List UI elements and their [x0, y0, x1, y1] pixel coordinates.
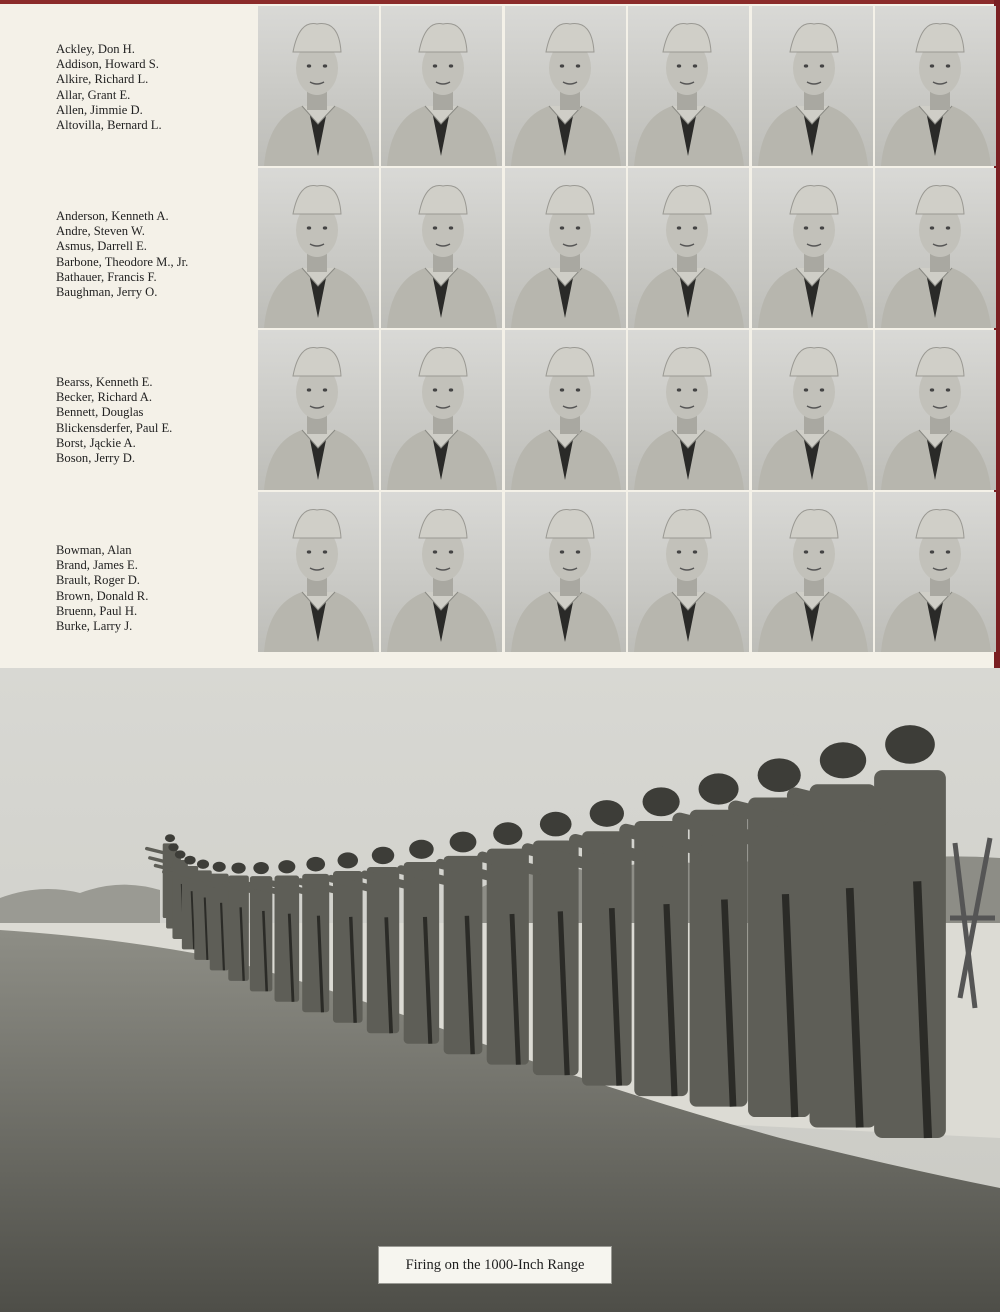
- name-list-row-1: [56, 42, 246, 133]
- roster-name: Altovilla, Bernard L.: [56, 118, 162, 133]
- name-list-row-2: [56, 209, 246, 300]
- portrait-photo: [258, 492, 379, 652]
- portrait-photo: [258, 168, 379, 328]
- name-list-row-4: [56, 543, 246, 634]
- soldier-portrait-icon: [505, 492, 626, 652]
- soldier-portrait-icon: [381, 492, 502, 652]
- soldier-portrait-icon: [381, 6, 502, 166]
- roster-name: Bathauer, Francis F.: [56, 269, 157, 284]
- portrait-photo: [875, 492, 996, 652]
- portrait-photo: [505, 330, 626, 490]
- roster-name: Addison, Howard S.: [56, 57, 159, 72]
- group-photo: [0, 668, 1000, 1312]
- portrait-photo: [628, 330, 749, 490]
- portrait-photo: [505, 168, 626, 328]
- roster-name: Ackley, Don H.: [56, 42, 135, 56]
- portrait-photo: [875, 168, 996, 328]
- soldier-portrait-icon: [381, 330, 502, 490]
- soldier-portrait-icon: [628, 168, 749, 328]
- roster-name: Brown, Donald R.: [56, 588, 149, 603]
- portrait-photo: [258, 6, 379, 166]
- soldier-portrait-icon: [258, 330, 379, 490]
- portrait-photo: [752, 492, 873, 652]
- roster-name: Barbone, Theodore M., Jr.: [56, 254, 189, 269]
- roster-name: Allen, Jimmie D.: [56, 102, 143, 117]
- roster-name: Borst, Jąckie A.: [56, 435, 136, 450]
- roster-name: Becker, Richard A.: [56, 390, 153, 405]
- portrait-photo: [505, 6, 626, 166]
- soldier-portrait-icon: [752, 492, 873, 652]
- portrait-photo: [628, 6, 749, 166]
- soldier-portrait-icon: [505, 6, 626, 166]
- roster-name: Anderson, Kenneth A.: [56, 209, 169, 223]
- portrait-photo: [752, 330, 873, 490]
- roster-name: Blickensderfer, Paul E.: [56, 420, 173, 435]
- portrait-photo: [628, 492, 749, 652]
- portrait-photo: [752, 6, 873, 166]
- portrait-photo: [381, 6, 502, 166]
- soldier-portrait-icon: [628, 6, 749, 166]
- roster-name: Andre, Steven W.: [56, 224, 145, 239]
- roster-name: Bruenn, Paul H.: [56, 603, 138, 618]
- roster-name: Baughman, Jerry O.: [56, 285, 158, 300]
- roster-name: Brault, Roger D.: [56, 573, 140, 588]
- portrait-photo: [628, 168, 749, 328]
- portrait-photo: [381, 492, 502, 652]
- portrait-photo: [381, 330, 502, 490]
- roster-name: Brand, James E.: [56, 558, 138, 573]
- soldier-portrait-icon: [628, 330, 749, 490]
- top-edge: [0, 0, 1000, 4]
- soldier-portrait-icon: [381, 168, 502, 328]
- photo-caption: Firing on the 1000-Inch Range: [378, 1246, 612, 1284]
- portrait-grid: [258, 6, 996, 652]
- portrait-photo: [381, 168, 502, 328]
- soldier-portrait-icon: [628, 492, 749, 652]
- soldier-portrait-icon: [258, 6, 379, 166]
- portrait-photo: [875, 6, 996, 166]
- portrait-photo: [258, 330, 379, 490]
- soldier-portrait-icon: [875, 6, 996, 166]
- portrait-photo: [752, 168, 873, 328]
- soldier-portrait-icon: [505, 330, 626, 490]
- soldier-portrait-icon: [752, 330, 873, 490]
- roster-name: Boson, Jerry D.: [56, 451, 136, 466]
- roster-name: Alkire, Richard L.: [56, 72, 149, 87]
- roster-name: Bennett, Douglas: [56, 405, 144, 420]
- soldier-portrait-icon: [752, 6, 873, 166]
- portrait-photo: [505, 492, 626, 652]
- soldier-portrait-icon: [752, 168, 873, 328]
- soldier-portrait-icon: [505, 168, 626, 328]
- soldier-portrait-icon: [875, 330, 996, 490]
- name-list-row-3: [56, 375, 246, 466]
- portrait-photo: [875, 330, 996, 490]
- range-photo-illustration: [0, 668, 1000, 1312]
- roster-name: Bearss, Kenneth E.: [56, 375, 153, 389]
- roster-name: Bowman, Alan: [56, 543, 132, 557]
- roster-name: Burke, Larry J.: [56, 619, 133, 634]
- soldier-portrait-icon: [875, 492, 996, 652]
- soldier-portrait-icon: [258, 492, 379, 652]
- roster-name: Asmus, Darrell E.: [56, 239, 147, 254]
- roster-name: Allar, Grant E.: [56, 87, 131, 102]
- soldier-portrait-icon: [875, 168, 996, 328]
- soldier-portrait-icon: [258, 168, 379, 328]
